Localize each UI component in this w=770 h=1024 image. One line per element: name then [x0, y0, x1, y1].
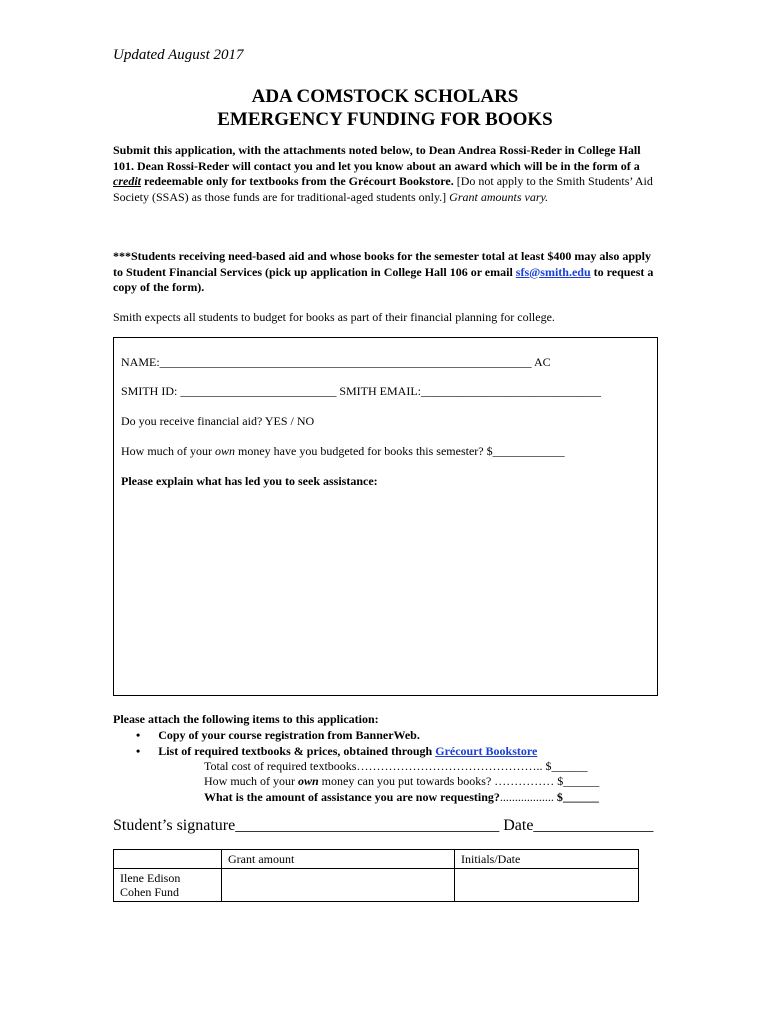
credit-word: credit [113, 174, 141, 188]
intro-paragraph [113, 143, 658, 205]
request-amount-line[interactable] [204, 790, 599, 805]
budget-own: own [214, 444, 235, 458]
intro-bold-text: Submit this application, with the attachments noted below, to Dean Andrea Rossi-Reder in College Hall 101. Dean Rossi-Reder will contact you and let you know about an award which will be in the form of a [113, 143, 641, 173]
attach-heading: Please attach the following items to this application: [113, 712, 379, 726]
updated-date: Updated August 2017 [113, 47, 244, 63]
explanation-area[interactable] [121, 494, 646, 684]
grant-table-row [114, 869, 639, 902]
need-based-notice [113, 249, 658, 296]
financial-aid-question[interactable]: Do you receive financial aid? YES / NO [121, 414, 315, 428]
page-title-line1: ADA COMSTOCK SCHOLARS [251, 86, 519, 107]
own-money-line[interactable] [204, 774, 599, 789]
bullet-icon: • [136, 728, 141, 742]
id-email-field[interactable]: SMITH ID: __________________________ SMITH EMAIL:______________________________ [121, 384, 601, 398]
budget-note: Smith expects all students to budget for books as part of their financial planning for college. [113, 310, 555, 324]
budget-pre: How much of your [121, 444, 215, 458]
budget-question[interactable] [121, 444, 565, 459]
page-title-line2: EMERGENCY FUNDING FOR BOOKS [217, 109, 553, 130]
initials-date-cell[interactable] [455, 869, 639, 902]
intro-plain-text: [Do not apply to the Smith Students’ Aid Society (SSAS) as those funds are for traditional-aged students only.] [113, 174, 653, 204]
grant-table-header [114, 850, 639, 869]
attach-item-1 [136, 728, 420, 743]
name-field[interactable]: NAME:______________________________________________________________ AC [121, 355, 551, 369]
budget-post: money have you budgeted for books this semester? $____________ [235, 444, 565, 458]
bullet-icon: • [136, 744, 141, 758]
student-signature-field[interactable]: Student’s signature_________________________________ [113, 817, 500, 834]
notice-text: ***Students receiving need-based aid and whose books for the semester total at least $400 may also apply to Student Financial Services (pick up application in College Hall 106 or email [113, 249, 652, 279]
intro-bold-text-2: redeemable only for textbooks from the Grécourt Bookstore. [141, 174, 454, 188]
signature-row[interactable] [113, 817, 653, 835]
date-field[interactable]: Date_______________ [499, 817, 654, 834]
attach-item-2-label: List of required textbooks & prices, obtained through [158, 744, 436, 758]
header-grant-amount: Grant amount [222, 850, 455, 869]
own-word: own [297, 774, 319, 788]
own-pre: How much of your [204, 774, 298, 788]
grant-amounts-note: Grant amounts vary. [449, 189, 549, 204]
sfs-email-link[interactable]: sfs@smith.edu [515, 264, 591, 279]
header-initials-date: Initials/Date [455, 850, 639, 869]
fund-name-cell: Ilene Edison Cohen Fund [114, 869, 222, 902]
grecourt-bookstore-link[interactable]: Grécourt Bookstore [435, 744, 538, 758]
own-post: money can you put towards books? …………… $______ [318, 774, 600, 788]
request-amount: $______ [553, 790, 599, 804]
grant-table [113, 849, 639, 902]
attach-item-1-label: Copy of your course registration from BannerWeb. [158, 728, 420, 742]
total-cost-line[interactable]: Total cost of required textbooks……………………………………….. $______ [204, 759, 588, 773]
header-cell-empty [114, 850, 222, 869]
notice-text-2: to request a copy of the form). [113, 264, 654, 294]
request-label: What is the amount of assistance you are now requesting? [204, 790, 500, 804]
request-dots: .................. [499, 790, 554, 804]
explain-prompt: Please explain what has led you to seek assistance: [121, 474, 378, 488]
grant-amount-cell[interactable] [222, 869, 455, 902]
attach-item-2 [136, 744, 537, 759]
